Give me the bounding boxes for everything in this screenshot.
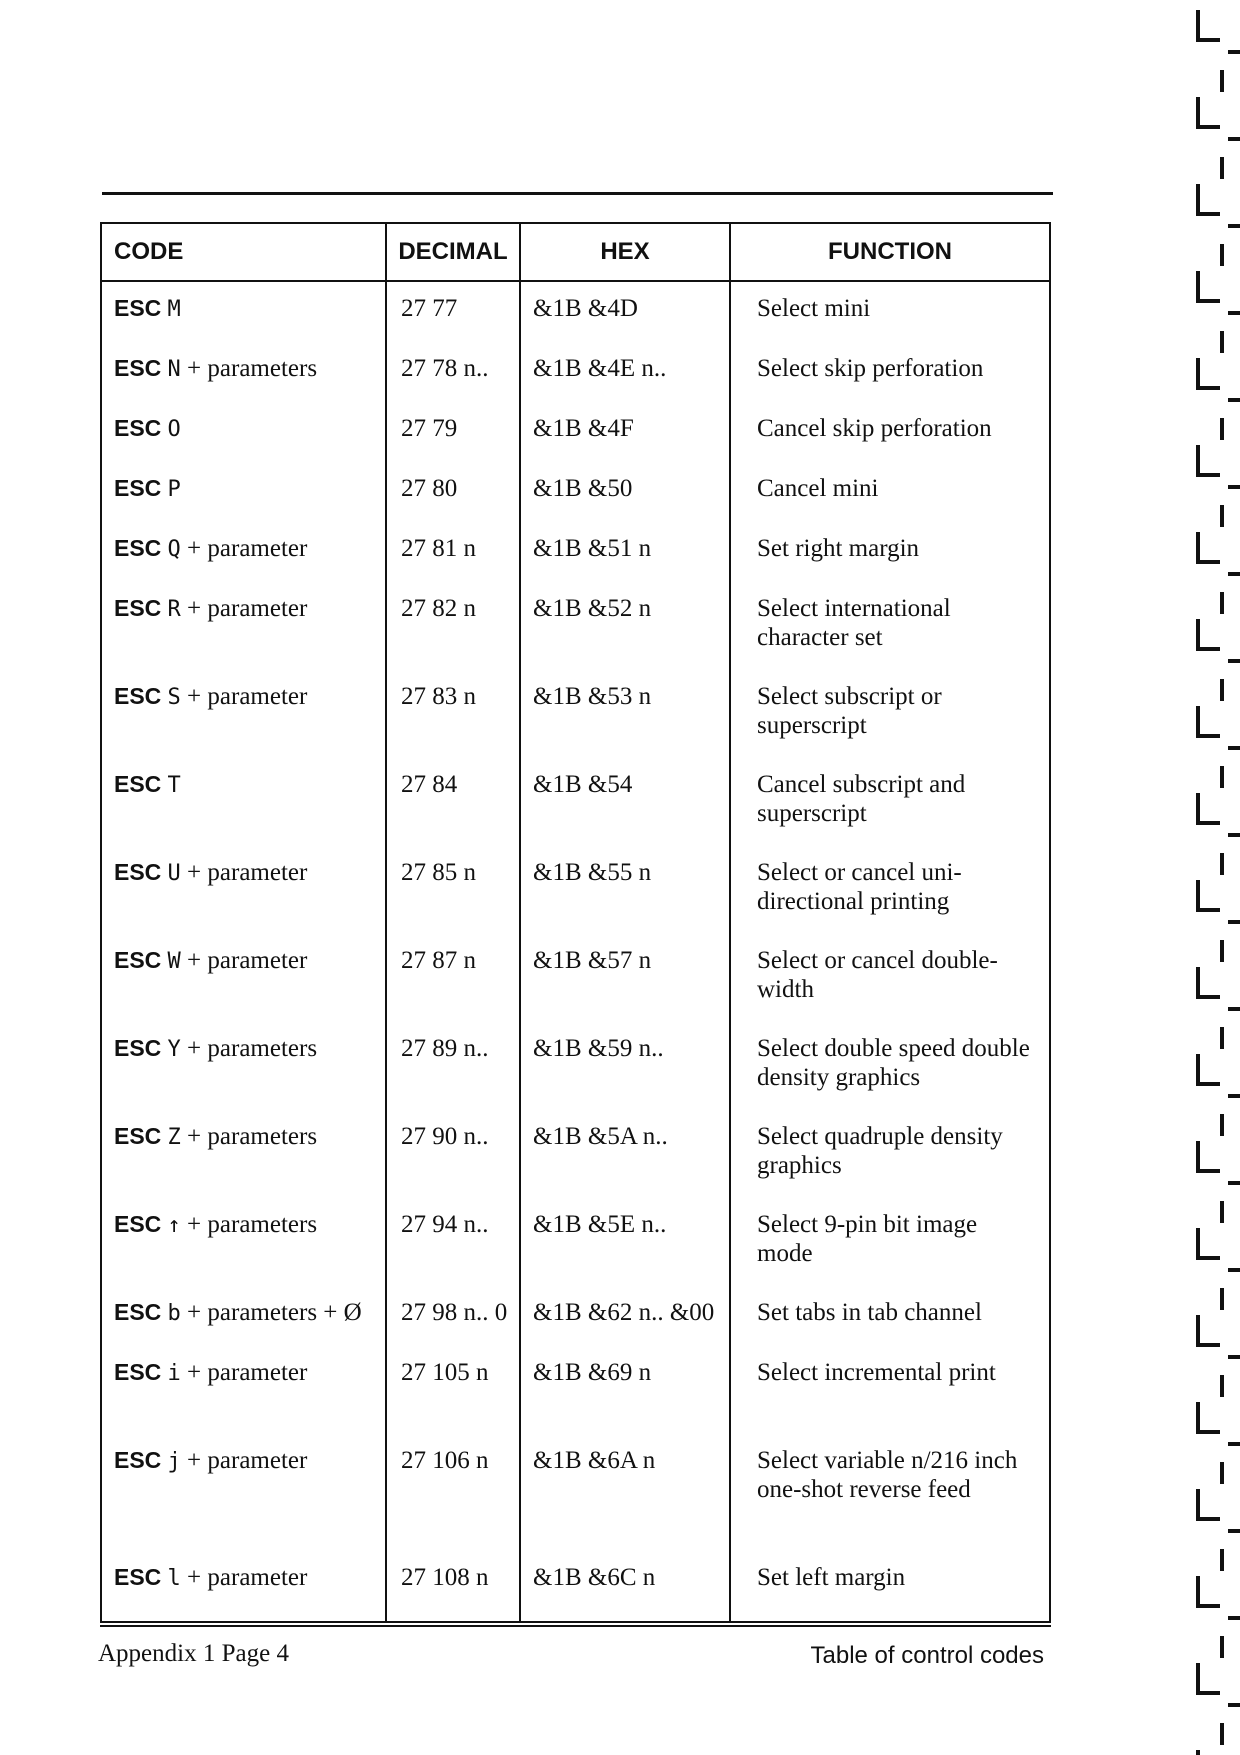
code-cell [102,846,386,934]
code-params: + parameters + Ø [187,1299,362,1326]
decimal-cell: 27 105 n [386,1346,520,1434]
code-params: + parameter [187,1564,308,1591]
table-row [102,670,1049,758]
code-cell [102,670,386,758]
table-row [102,1551,1049,1621]
binding-hole-mark [1198,10,1240,92]
bottom-rule [100,1625,1051,1627]
footer-page-label: Appendix 1 Page 4 [98,1640,289,1667]
function-cell: Select variable n/216 inch one-shot reverse feed [757,1447,1018,1503]
top-rule [102,192,1053,195]
hex-cell: &1B &62 n.. &00 [520,1286,730,1346]
function-cell: Cancel mini [757,475,879,502]
binding-hole-mark [1198,1663,1240,1745]
hex-cell: &1B &51 n [520,522,730,582]
hex-cell: &1B &5A n.. [520,1110,730,1198]
code-params: + parameters [187,1035,318,1062]
esc-keyword: ESC [114,1035,162,1061]
code-cell [102,342,386,402]
header-decimal: DECIMAL [386,224,520,281]
table-row [102,1198,1049,1286]
binding-hole-mark [1198,1141,1240,1223]
table-row [102,1346,1049,1434]
table-row [102,1286,1049,1346]
code-params: + parameter [187,947,308,974]
decimal-cell: 27 85 n [386,846,520,934]
code-cell [102,1434,386,1551]
binding-hole-mark [1198,880,1240,962]
code-letter: l [167,1566,181,1591]
esc-keyword: ESC [114,475,162,501]
esc-keyword: ESC [114,771,162,797]
code-letter: P [167,477,181,502]
binding-hole-mark [1198,445,1240,527]
binding-hole-mark [1198,1750,1240,1755]
function-cell: Select double speed double density graphics [757,1035,1030,1091]
code-letter: N [167,357,181,382]
function-cell: Cancel skip perforation [757,415,992,442]
header-function: FUNCTION [730,224,1049,281]
code-cell [102,522,386,582]
table-row [102,1022,1049,1110]
decimal-cell: 27 87 n [386,934,520,1022]
table-row [102,1110,1049,1198]
table-row [102,342,1049,402]
binding-hole-mark [1198,793,1240,875]
binding-hole-mark [1198,184,1240,266]
binding-hole-mark [1198,619,1240,701]
code-letter: Q [167,537,181,562]
esc-keyword: ESC [114,535,162,561]
code-cell [102,1346,386,1434]
decimal-cell: 27 77 [386,281,520,342]
code-params: + parameter [187,1447,308,1474]
code-cell [102,1110,386,1198]
hex-cell: &1B &52 n [520,582,730,670]
hex-cell: &1B &57 n [520,934,730,1022]
hex-cell: &1B &6C n [520,1551,730,1621]
decimal-cell: 27 81 n [386,522,520,582]
binding-hole-mark [1198,1054,1240,1136]
hex-cell: &1B &6A n [520,1434,730,1551]
code-letter: j [167,1449,181,1474]
code-params: + parameter [187,1359,308,1386]
code-cell [102,1198,386,1286]
hex-cell: &1B &5E n.. [520,1198,730,1286]
table-row [102,522,1049,582]
binding-hole-mark [1198,1402,1240,1484]
binding-hole-mark [1198,358,1240,440]
function-cell: Set tabs in tab channel [757,1299,982,1326]
binding-hole-mark [1198,532,1240,614]
code-params: + parameter [187,595,308,622]
esc-keyword: ESC [114,415,162,441]
code-params: + parameters [187,1123,318,1150]
esc-keyword: ESC [114,1447,162,1473]
hex-cell: &1B &53 n [520,670,730,758]
esc-keyword: ESC [114,1359,162,1385]
hex-cell: &1B &4F [520,402,730,462]
table-row [102,1434,1049,1551]
function-cell: Select subscript or superscript [757,683,942,739]
hex-cell: &1B &54 [520,758,730,846]
decimal-cell: 27 106 n [386,1434,520,1551]
decimal-cell: 27 89 n.. [386,1022,520,1110]
code-params: + parameter [187,859,308,886]
hex-cell: &1B &59 n.. [520,1022,730,1110]
esc-keyword: ESC [114,355,162,381]
code-cell [102,758,386,846]
code-letter: Y [167,1037,181,1062]
code-letter: ↑ [167,1213,181,1238]
footer-section-title: Table of control codes [810,1642,1044,1669]
function-cell: Select or cancel uni-directional printing [757,859,962,915]
decimal-cell: 27 108 n [386,1551,520,1621]
hex-cell: &1B &4D [520,281,730,342]
code-letter: b [167,1301,181,1326]
table-row [102,402,1049,462]
hex-cell: &1B &4E n.. [520,342,730,402]
decimal-cell: 27 82 n [386,582,520,670]
code-params: + parameters [187,355,318,382]
header-hex: HEX [520,224,730,281]
decimal-cell: 27 90 n.. [386,1110,520,1198]
table-header-row [102,224,1049,281]
code-letter: W [167,949,181,974]
code-cell [102,402,386,462]
binding-hole-mark [1198,97,1240,179]
code-letter: O [167,417,181,442]
code-letter: R [167,597,181,622]
esc-keyword: ESC [114,1211,162,1237]
table-row [102,758,1049,846]
decimal-cell: 27 98 n.. 0 [386,1286,520,1346]
code-letter: M [167,297,181,322]
decimal-cell: 27 79 [386,402,520,462]
hex-cell: &1B &55 n [520,846,730,934]
function-cell: Select skip perforation [757,355,984,382]
decimal-cell: 27 84 [386,758,520,846]
esc-keyword: ESC [114,1299,162,1325]
hex-cell: &1B &69 n [520,1346,730,1434]
function-cell: Select or cancel double-width [757,947,998,1003]
decimal-cell: 27 83 n [386,670,520,758]
function-cell: Set left margin [757,1564,906,1591]
code-cell [102,1022,386,1110]
function-cell: Select quadruple density graphics [757,1123,1003,1179]
code-letter: U [167,861,181,886]
hex-cell: &1B &50 [520,462,730,522]
decimal-cell: 27 78 n.. [386,342,520,402]
esc-keyword: ESC [114,859,162,885]
code-params: + parameter [187,683,308,710]
binding-hole-mark [1198,1576,1240,1658]
table-row [102,934,1049,1022]
esc-keyword: ESC [114,1564,162,1590]
function-cell: Select international character set [757,595,951,651]
function-cell: Select 9-pin bit image mode [757,1211,978,1267]
code-cell [102,934,386,1022]
binding-hole-mark [1198,967,1240,1049]
table-row [102,462,1049,522]
code-cell [102,281,386,342]
table-row [102,281,1049,342]
control-codes-table [100,222,1051,1623]
code-letter: T [167,773,181,798]
esc-keyword: ESC [114,595,162,621]
table-row [102,846,1049,934]
decimal-cell: 27 94 n.. [386,1198,520,1286]
binding-hole-mark [1198,1489,1240,1571]
binding-hole-mark [1198,271,1240,353]
code-letter: Z [167,1125,181,1150]
decimal-cell: 27 80 [386,462,520,522]
esc-keyword: ESC [114,1123,162,1149]
header-code: CODE [102,224,386,281]
esc-keyword: ESC [114,947,162,973]
esc-keyword: ESC [114,683,162,709]
spiral-binding-edge [1180,0,1240,1755]
code-cell [102,582,386,670]
code-letter: i [167,1361,181,1386]
code-cell [102,1286,386,1346]
binding-hole-mark [1198,1315,1240,1397]
code-cell [102,1551,386,1621]
binding-hole-mark [1198,1228,1240,1310]
function-cell: Cancel subscript and superscript [757,771,966,827]
function-cell: Select incremental print [757,1359,996,1386]
code-letter: S [167,685,181,710]
function-cell: Select mini [757,295,871,322]
table-row [102,582,1049,670]
code-cell [102,462,386,522]
binding-hole-mark [1198,706,1240,788]
function-cell: Set right margin [757,535,920,562]
code-params: + parameter [187,535,308,562]
code-params: + parameters [187,1211,318,1238]
esc-keyword: ESC [114,295,162,321]
